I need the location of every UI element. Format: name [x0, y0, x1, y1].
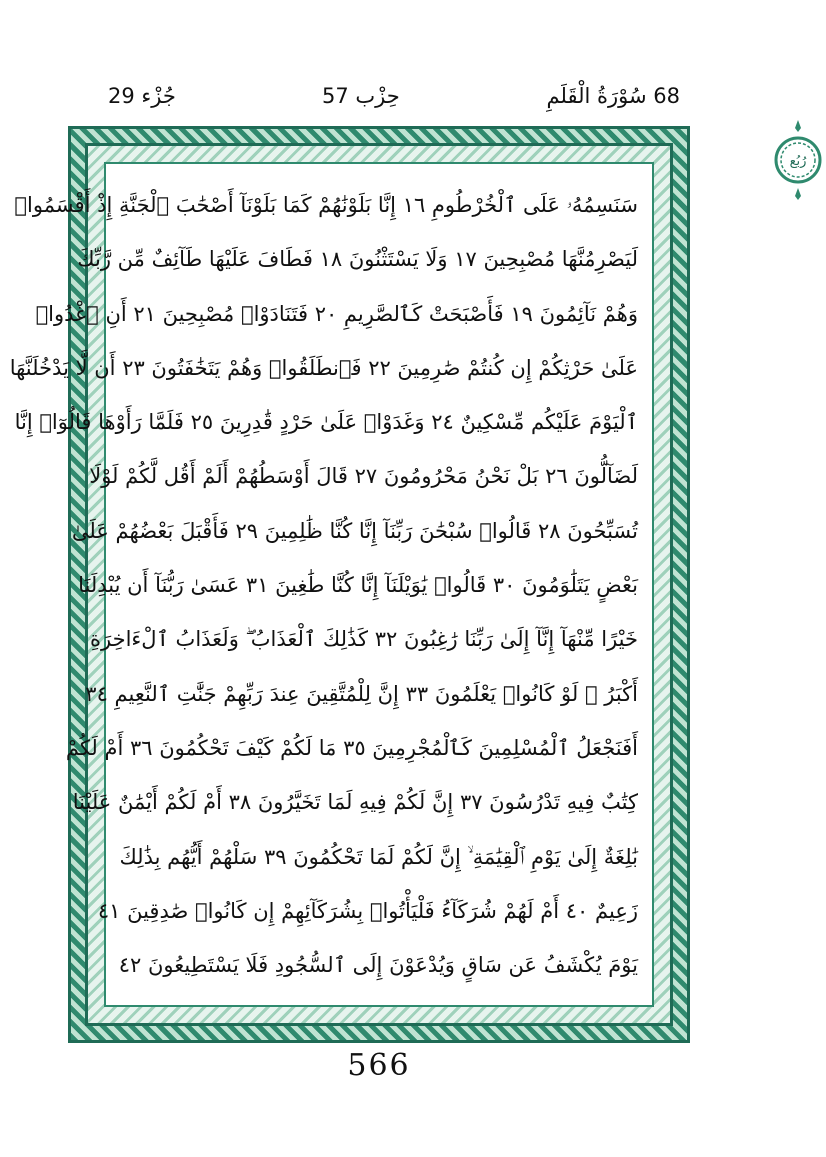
- text-line: خَيْرًا مِّنْهَآ إِنَّآ إِلَىٰ رَبِّنَا رَٰغِبُونَ ٣٢ كَذَٰلِكَ ٱلْعَذَابُ ۖ وَلَعَذَابُ ٱلْءَاخِرَةِ: [90, 627, 638, 652]
- surah-title: 68 سُوْرَةُ الْقَلَمِ: [546, 84, 680, 108]
- rub-marker-label: رُبُع: [789, 154, 807, 169]
- hizb-label: حِزْب 57: [322, 84, 400, 108]
- text-line: وَهُمْ نَآئِمُونَ ١٩ فَأَصْبَحَتْ كَٱلصَّرِيمِ ٢٠ فَتَنَادَوْا۟ مُصْبِحِينَ ٢١ أَنِ ٱغْدُوا۟: [35, 301, 638, 326]
- ornamental-border: [9, 126, 690, 1043]
- juz-label: جُزْء 29: [108, 84, 176, 108]
- text-line: بَعْضٍ يَتَلَٰوَمُونَ ٣٠ قَالُوا۟ يَٰوَيْلَنَآ إِنَّا كُنَّا طَٰغِينَ ٣١ عَسَىٰ رَبُّنَآ أَن يُبْدِلَنَا: [78, 573, 638, 598]
- text-line: تُسَبِّحُونَ ٢٨ قَالُوا۟ سُبْحَٰنَ رَبِّنَآ إِنَّا كُنَّا ظَٰلِمِينَ ٢٩ فَأَقْبَلَ بَعْضُهُمْ عَلَىٰ: [71, 518, 638, 543]
- text-line: زَعِيمٌ ٤٠ أَمْ لَهُمْ شُرَكَآءُ فَلْيَأْتُوا۟ بِشُرَكَآئِهِمْ إِن كَانُوا۟ صَٰدِقِينَ ٤١: [97, 898, 638, 923]
- inner-border: [9, 143, 673, 1026]
- text-line: أَكْبَرُ ۚ لَوْ كَانُوا۟ يَعْلَمُونَ ٣٣ إِنَّ لِلْمُتَّقِينَ عِندَ رَبِّهِمْ جَنَّٰتِ ٱلنَّعِيمِ ٣٤: [85, 681, 638, 706]
- page-header: [100, 84, 680, 118]
- text-line: عَلَىٰ حَرْثِكُمْ إِن كُنتُمْ صَٰرِمِينَ ٢٢ فَٱنطَلَقُوا۟ وَهُمْ يَتَخَٰفَتُونَ ٢٣ أَن لَّا يَدْخُلَنَّهَا: [9, 355, 638, 380]
- text-line: لَضَآلُّونَ ٢٦ بَلْ نَحْنُ مَحْرُومُونَ ٢٧ قَالَ أَوْسَطُهُمْ أَلَمْ أَقُل لَّكُمْ لَوْلَا: [89, 464, 638, 489]
- ayah-lines: [9, 178, 638, 992]
- text-line: سَنَسِمُهُۥ عَلَى ٱلْخُرْطُومِ ١٦ إِنَّا بَلَوْنَٰهُمْ كَمَا بَلَوْنَآ أَصْحَٰبَ ٱلْجَنَّةِ إِذْ أَقْسَمُوا۟: [14, 193, 638, 217]
- rub-marker-icon: [774, 118, 822, 202]
- text-line: أَفَنَجْعَلُ ٱلْمُسْلِمِينَ كَٱلْمُجْرِمِينَ ٣٥ مَا لَكُمْ كَيْفَ تَحْكُمُونَ ٣٦ أَمْ لَكُمْ: [65, 735, 638, 760]
- text-line: ٱلْيَوْمَ عَلَيْكُم مِّسْكِينٌ ٢٤ وَغَدَوْا۟ عَلَىٰ حَرْدٍ قَٰدِرِينَ ٢٥ فَلَمَّا رَأَوْهَا قَالُوٓا۟ إِنَّا: [14, 410, 638, 435]
- page-number: 566: [347, 1048, 411, 1083]
- text-line: بَٰلِغَةٌ إِلَىٰ يَوْمِ ٱلْقِيَٰمَةِ ۙ إِنَّ لَكُمْ لَمَا تَحْكُمُونَ ٣٩ سَلْهُمْ أَيُّهُم بِذَٰلِكَ: [119, 844, 638, 869]
- text-line: يَوْمَ يُكْشَفُ عَن سَاقٍ وَيُدْعَوْنَ إِلَى ٱلسُّجُودِ فَلَا يَسْتَطِيعُونَ ٤٢: [118, 953, 638, 978]
- text-panel: [9, 162, 654, 1007]
- text-line: كِتَٰبٌ فِيهِ تَدْرُسُونَ ٣٧ إِنَّ لَكُمْ فِيهِ لَمَا تَخَيَّرُونَ ٣٨ أَمْ لَكُمْ أَيْمَٰنٌ عَلَيْنَا: [72, 790, 638, 815]
- text-line: لَيَصْرِمُنَّهَا مُصْبِحِينَ ١٧ وَلَا يَسْتَثْنُونَ ١٨ فَطَافَ عَلَيْهَا طَآئِفٌ مِّن رَّبِّكَ: [77, 247, 638, 272]
